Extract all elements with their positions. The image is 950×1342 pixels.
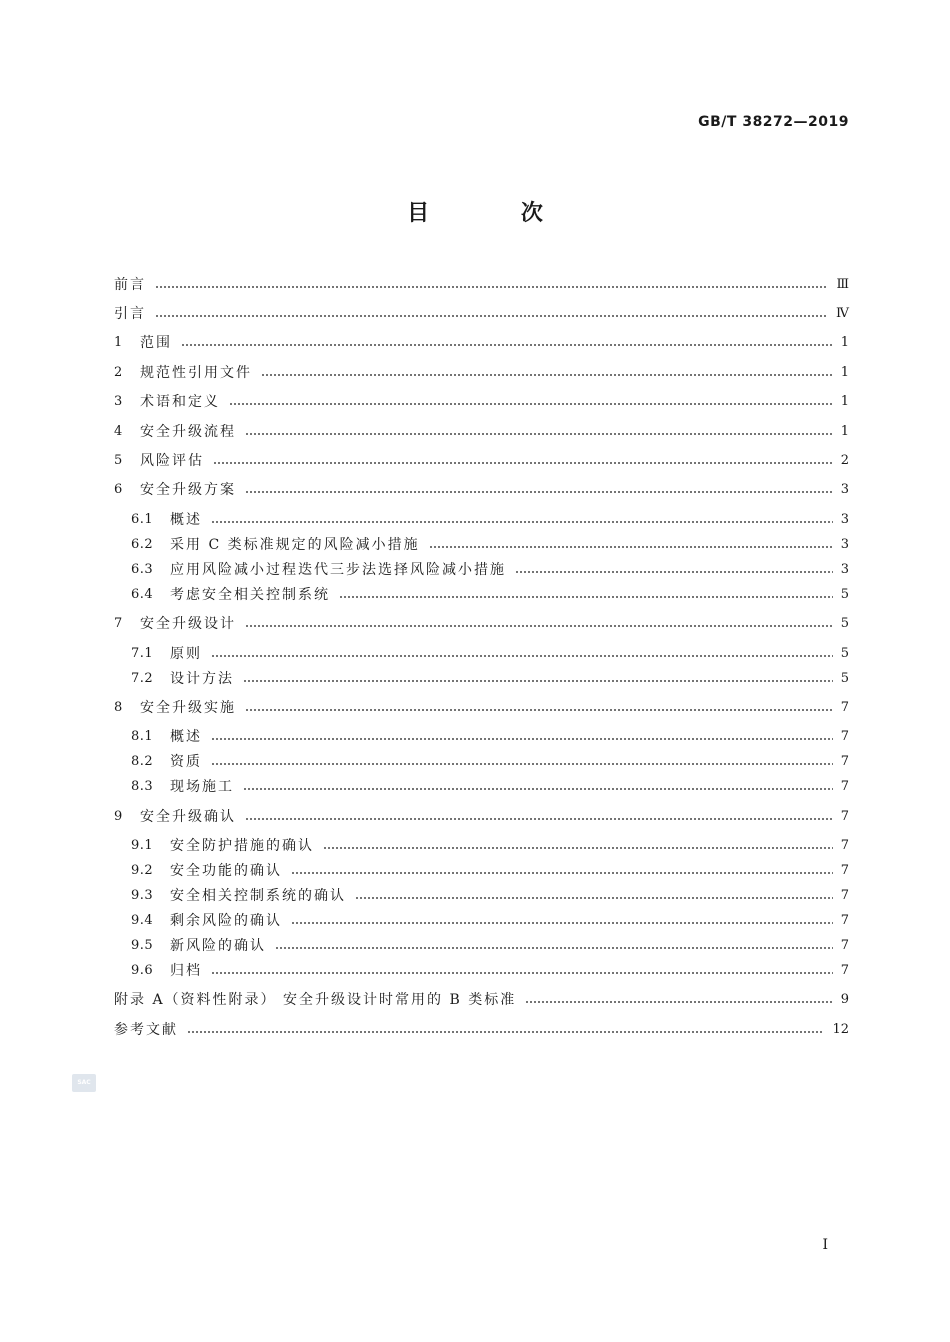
toc-entry-number: 9.6 [131,962,154,978]
toc-leader-dots [515,571,833,573]
toc-entry[interactable] [131,750,849,772]
toc-entry-title: 参考文献 [114,1022,178,1038]
toc-entry[interactable] [114,361,849,383]
toc-leader-dots [211,972,833,974]
toc-entry-page: 5 [840,615,849,631]
toc-entry-page: 7 [840,887,849,903]
toc-entry[interactable] [131,642,849,664]
toc-entry[interactable] [131,667,849,689]
toc-entry[interactable] [114,696,849,718]
toc-entry-title: 安全升级设计 [140,616,236,632]
toc-entry-title: 附录 A（资料性附录） 安全升级设计时常用的 B 类标准 [114,992,517,1008]
toc-entry[interactable] [131,859,849,881]
toc-entry-page: 7 [840,962,849,978]
toc-leader-dots [213,462,833,464]
toc-entry[interactable] [114,331,849,353]
toc-entry-page: 7 [840,728,849,744]
toc-leader-dots [291,872,833,874]
toc-entry-title: 安全升级方案 [140,482,236,498]
toc-entry[interactable] [114,390,849,412]
toc-entry-title: 引言 [114,306,146,322]
toc-leader-dots [187,1031,824,1033]
toc-entry-number: 6.1 [131,511,154,527]
toc-entry-title: 安全功能的确认 [170,863,282,879]
toc-entry[interactable] [114,478,849,500]
toc-leader-dots [245,625,833,627]
toc-entry-page: 7 [840,699,849,715]
toc-entry-page: 1 [840,334,849,350]
toc-entry[interactable] [131,884,849,906]
toc-entry-page: 3 [840,536,849,552]
toc-entry[interactable] [131,558,849,580]
toc-entry-number: 4 [114,423,123,439]
toc-entry-number: 9.5 [131,937,154,953]
toc-leader-dots [355,897,833,899]
toc-entry-number: 9.3 [131,887,154,903]
toc-leader-dots [275,947,833,949]
toc-entry[interactable] [131,725,849,747]
toc-entry-title: 范围 [140,335,172,351]
toc-entry-page: 5 [840,586,849,602]
toc-entry-title: 归档 [170,963,202,979]
toc-entry-page: 7 [840,837,849,853]
toc-entry-page: 5 [840,645,849,661]
toc-entry[interactable] [114,449,849,471]
toc-entry-title: 原则 [170,646,202,662]
toc-entry-number: 9 [114,808,123,824]
toc-entry-title: 设计方法 [170,671,234,687]
toc-entry-number: 6.3 [131,561,154,577]
toc-entry-title: 剩余风险的确认 [170,913,282,929]
toc-leader-dots [339,596,833,598]
toc-leader-dots [211,521,833,523]
toc-entry-number: 7.1 [131,645,154,661]
toc-entry[interactable] [131,834,849,856]
page-folio: I [822,1237,828,1253]
toc-entry-title: 安全防护措施的确认 [170,838,314,854]
toc-entry-number: 6.4 [131,586,154,602]
toc-leader-dots [245,491,833,493]
toc-leader-dots [211,738,833,740]
toc-entry-page: 7 [840,912,849,928]
toc-entry-title: 安全升级流程 [140,424,236,440]
toc-entry[interactable] [114,1018,849,1040]
toc-entry-page: 3 [840,481,849,497]
toc-leader-dots [243,680,833,682]
toc-entry-page: 1 [840,423,849,439]
toc-leader-dots [155,286,828,288]
toc-leader-dots [245,818,833,820]
toc-leader-dots [245,709,833,711]
toc-entry-title: 新风险的确认 [170,938,266,954]
toc-entry-number: 7 [114,615,123,631]
toc-entry-page: 7 [840,862,849,878]
toc-entry-title: 风险评估 [140,453,204,469]
toc-entry-title: 安全相关控制系统的确认 [170,888,346,904]
toc-leader-dots [155,315,828,317]
toc-entry[interactable] [131,583,849,605]
toc-entry[interactable] [114,612,849,634]
toc-entry-title: 规范性引用文件 [140,365,252,381]
toc-entry-page: 12 [832,1021,849,1037]
toc-leader-dots [429,546,833,548]
toc-entry[interactable] [131,775,849,797]
toc-leader-dots [211,763,833,765]
toc-entry-page: Ⅲ [836,276,849,292]
toc-entry-number: 8.2 [131,753,154,769]
toc-entry-title: 考虑安全相关控制系统 [170,587,330,603]
toc-title: 目 次 [407,201,585,226]
toc-entry-title: 应用风险减小过程迭代三步法选择风险减小措施 [170,562,506,578]
toc-entry-page: 1 [840,393,849,409]
toc-leader-dots [181,344,833,346]
toc-entry[interactable] [131,934,849,956]
toc-entry-title: 概述 [170,512,202,528]
toc-entry-number: 1 [114,334,123,350]
toc-leader-dots [243,788,833,790]
toc-leader-dots [229,403,833,405]
toc-entry-number: 6 [114,481,123,497]
toc-leader-dots [261,374,833,376]
toc-entry-title: 资质 [170,754,202,770]
toc-entry-page: 9 [840,991,849,1007]
toc-entry-title: 现场施工 [170,779,234,795]
toc-entry-number: 8.3 [131,778,154,794]
toc-entry-number: 9.2 [131,862,154,878]
toc-leader-dots [211,655,833,657]
toc-entry-number: 8 [114,699,123,715]
toc-entry-page: 5 [840,670,849,686]
toc-entry-title: 概述 [170,729,202,745]
toc-entry-title: 术语和定义 [140,394,220,410]
toc-entry-title: 前言 [114,277,146,293]
toc-entry-number: 6.2 [131,536,154,552]
toc-entry-page: 7 [840,808,849,824]
toc-entry[interactable] [131,508,849,530]
standard-code: GB/T 38272—2019 [698,114,849,130]
sac-logo-watermark [72,1074,96,1092]
toc-entry-page: Ⅳ [836,305,849,321]
toc-leader-dots [291,922,833,924]
toc-leader-dots [525,1001,833,1003]
toc-entry-number: 9.4 [131,912,154,928]
toc-entry-number: 9.1 [131,837,154,853]
logo-text: SAC [77,1079,91,1086]
toc-entry[interactable] [114,273,849,295]
toc-entry-title: 采用 C 类标准规定的风险减小措施 [170,537,420,553]
toc-entry[interactable] [131,909,849,931]
toc-entry-title: 安全升级确认 [140,809,236,825]
toc-leader-dots [245,433,833,435]
toc-entry[interactable] [131,959,849,981]
toc-entry-number: 5 [114,452,123,468]
toc-entry[interactable] [114,302,849,324]
toc-entry-page: 7 [840,937,849,953]
toc-entry-number: 2 [114,364,123,380]
toc-entry-number: 3 [114,393,123,409]
toc-entry[interactable] [114,805,849,827]
toc-entry-page: 7 [840,753,849,769]
toc-entry-page: 3 [840,561,849,577]
toc-entry-page: 1 [840,364,849,380]
toc-entry-page: 7 [840,778,849,794]
toc-entry[interactable] [131,533,849,555]
toc-entry-number: 7.2 [131,670,154,686]
toc-entry-page: 3 [840,511,849,527]
toc-entry-page: 2 [840,452,849,468]
toc-entry[interactable] [114,988,849,1010]
toc-entry[interactable] [114,420,849,442]
toc-entry-title: 安全升级实施 [140,700,236,716]
toc-leader-dots [323,847,833,849]
toc-entry-number: 8.1 [131,728,154,744]
